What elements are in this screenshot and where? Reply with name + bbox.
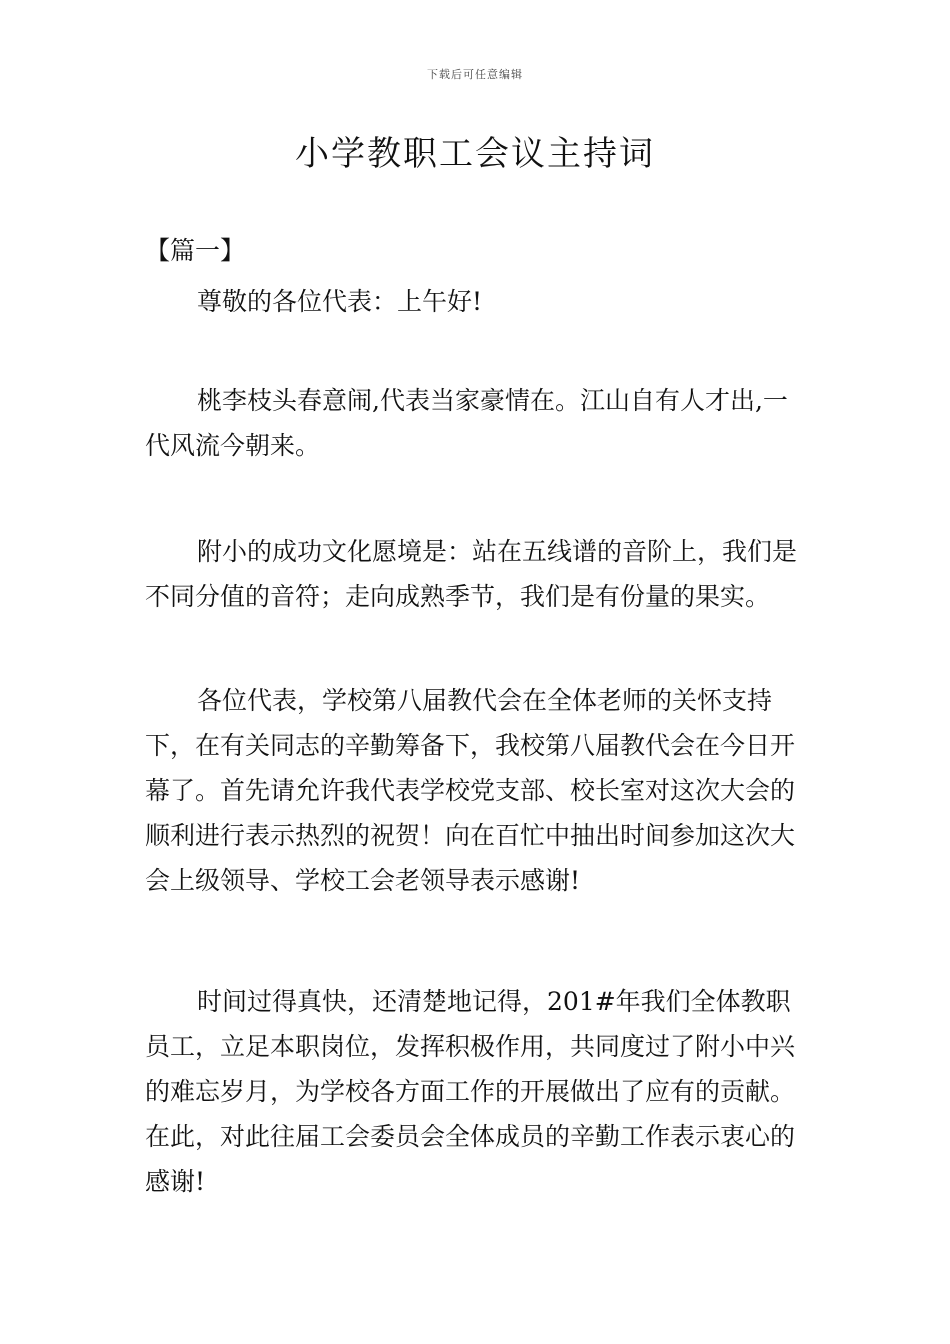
paragraph-3 (145, 678, 807, 903)
paragraph-2 (145, 529, 807, 619)
paragraph-text: 桃李枝头春意闹,代表当家豪情在。江山自有人才出,一代风流今朝来。 (145, 386, 788, 460)
paragraph-1 (145, 378, 807, 468)
paragraph-text: 附小的成功文化愿境是：站在五线谱的音阶上，我们是不同分值的音符；走向成熟季节，我们是有份量的果实。 (145, 537, 798, 611)
salutation: 尊敬的各位代表：上午好! (197, 287, 483, 316)
section-label: 【篇一】 (145, 236, 246, 265)
paragraph-4 (145, 979, 807, 1204)
document-title: 小学教职工会议主持词 (295, 134, 655, 174)
header-note: 下载后可任意编辑 (427, 68, 523, 81)
paragraph-text: 时间过得真快，还清楚地记得，201#年我们全体教职员工，立足本职岗位，发挥积极作用，共同度过了附小中兴的难忘岁月，为学校各方面工作的开展做出了应有的贡献。在此，对此往届工会委员会全体成员的辛勤工作表示衷心的感谢! (145, 987, 796, 1196)
paragraph-text: 各位代表，学校第八届教代会在全体老师的关怀支持下，在有关同志的辛勤筹备下，我校第八届教代会在今日开幕了。首先请允许我代表学校党支部、校长室对这次大会的顺利进行表示热烈的祝贺！向在百忙中抽出时间参加这次大会上级领导、学校工会老领导表示感谢! (145, 686, 796, 895)
